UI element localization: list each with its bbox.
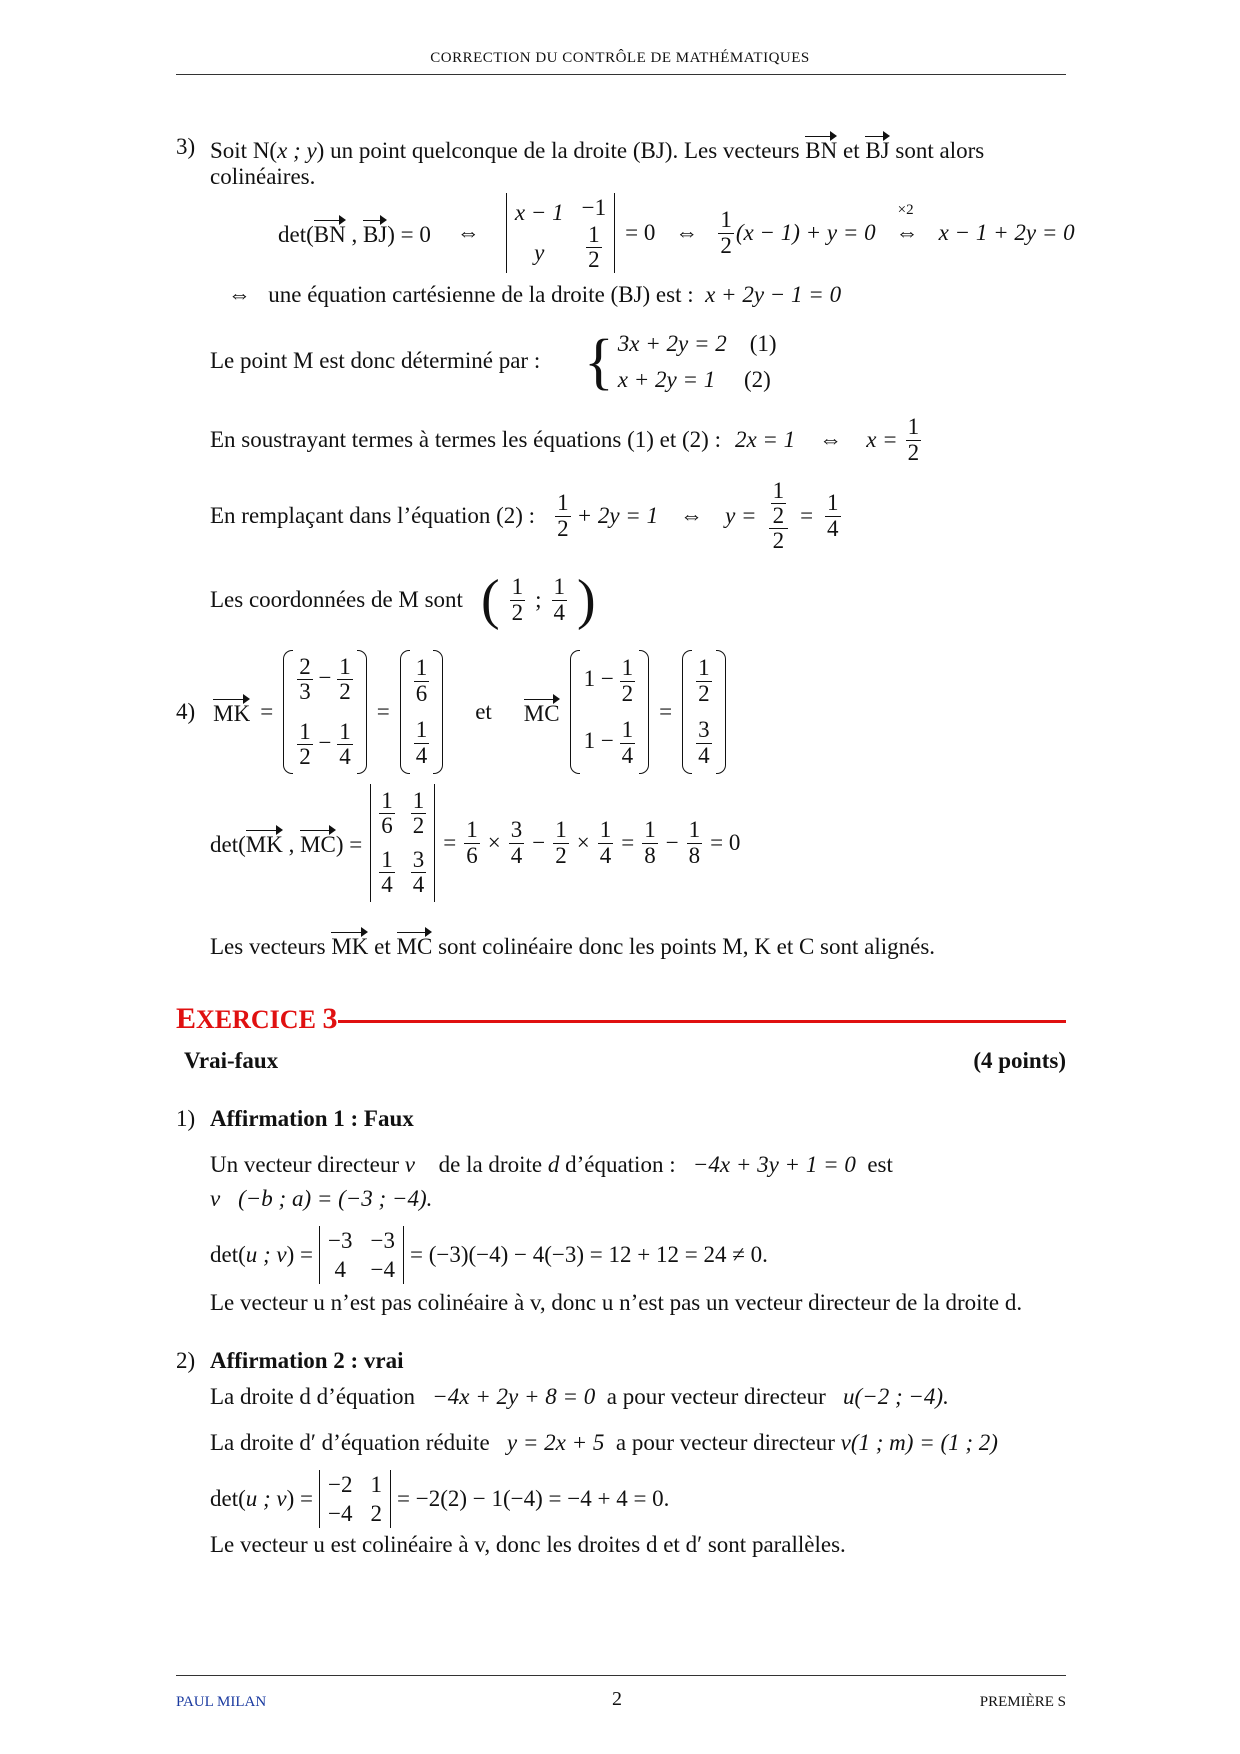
page-header: CORRECTION DU CONTRÔLE DE MATHÉMATIQUES [430,50,810,66]
exercise-3-points: (4 points) [973,1048,1066,1073]
footer-rule [176,1675,1066,1676]
vector-mk: MK [213,697,250,727]
footer-author: PAUL MILAN [176,1694,267,1710]
q3-det-line: det(BN , BJ) = 0 ⇔ x − 1 y −1 $\frac{1}{2}$ = 0 ⇔ $\frac{1}{2}$ (x − 1) + y = 0 ×2 ⇔ x − 1 + 2y = 0 [278,194,1075,273]
affirmation-1-conclusion: Le vecteur u n’est pas colinéaire à v, donc u n’est pas un vecteur directeur de la droite d. [210,1290,1023,1315]
affirmation-2-line1: La droite d d’équation −4x + 2y + 8 = 0 a pour vecteur directeur u(−2 ; −4). [210,1384,949,1409]
footer-class: PREMIÈRE S [979,1694,1066,1710]
q3-intro: Soit N(x ; y) un point quelconque de la droite (BJ). Les vecteurs BN et BJ sont alors [210,134,984,164]
affirmation-1-number: 1) [176,1106,196,1131]
affirmation-2-conclusion: Le vecteur u est colinéaire à v, donc les droites d et d′ sont parallèles. [210,1532,846,1557]
q3-determinant: x − 1 y −1 $\frac{1}{2}$ [506,193,615,273]
q3-subtraction-line: En soustrayant termes à termes les équations (1) et (2) : 2x = 1 ⇔ x = $\frac{1}{2}$ [210,414,920,465]
affirmation-1-line2: v⃗(−b ; a) = (−3 ; −4). [210,1186,433,1211]
affirmation-2-det: det(u ; v) = −2 −4 1 2 = −2(2) − 1(−4) = −4 + 4 = 0. [210,1470,669,1528]
q3-coordinates-line: Les coordonnées de M sont ( $\frac{1}{2}$ ; $\frac{1}{4}$ ) [210,569,596,631]
affirmation-2-number: 2) [176,1348,196,1373]
q3-system-label: Le point M est donc déterminé par : [210,348,541,373]
exercise-3-title: EXERCICE 3 [176,1002,338,1035]
affirmation-2-title: Affirmation 2 : vrai [210,1348,404,1373]
q3-replacement-line: En remplaçant dans l’équation (2) : $\frac{1}{2}$ + 2y = 1 ⇔ y = $\frac{\frac{1}{2}}{2}$ = $\frac{1}{4}$ [210,477,839,554]
q4-conclusion: Les vecteurs MK et MC sont colinéaire donc les points M, K et C sont alignés. [210,930,935,960]
exercise-3-subtitle: Vrai-faux [184,1048,279,1073]
q4-vectors-line: 4) MK = $\frac{2}{3}$ − $\frac{1}{2}$ $\frac{1}{2}$ − $\frac{1}{4}$ = $\frac{1}{6}$ $\frac{1}{4}$ et MC 1 − $\frac{1}{2}$ 1 − $\frac{1}{4}$ = $\frac{1}{2}$ $\frac{3}{4}$ [176,650,726,774]
vector-bj: BJ [865,134,889,164]
q4-det-line: det(MK , MC) = $\frac{1}{6}$ $\frac{1}{4}$ $\frac{1}{2}$ $\frac{3}{4}$ = $\frac{1}{6}$ × $\frac{3}{4}$ − $\frac{1}{2}$ × $\frac{1}{4}$ = $\frac{1}{8}$ − $\frac{1}{8}$ = 0 [210,784,740,902]
q3-intro-line2: colinéaires. [210,164,316,189]
affirmation-1-line1: Un vecteur directeur v⃗ de la droite d d’équation : −4x + 3y + 1 = 0 est [210,1152,893,1177]
affirmation-1-title: Affirmation 1 : Faux [210,1106,414,1131]
header-rule [176,74,1066,75]
vector-bn: BN [805,134,837,164]
footer-page-number: 2 [612,1688,622,1710]
exercise-3-rule [338,1020,1066,1023]
q3-cartesian-line: ⇔ une équation cartésienne de la droite (BJ) est : x + 2y − 1 = 0 [228,282,842,307]
affirmation-2-line2: La droite d′ d’équation réduite y = 2x + 5 a pour vecteur directeur v(1 ; m) = (1 ; 2) [210,1430,998,1455]
affirmation-1-det: det(u ; v) = −3 4 −3 −4 = (−3)(−4) − 4(−3) = 12 + 12 = 24 ≠ 0. [210,1226,768,1284]
vector-mc: MC [524,697,560,727]
q3-system: { 3x + 2y = 2 (1) x + 2y = 1 (2) [584,328,777,396]
q3-number: 3) [176,134,196,159]
